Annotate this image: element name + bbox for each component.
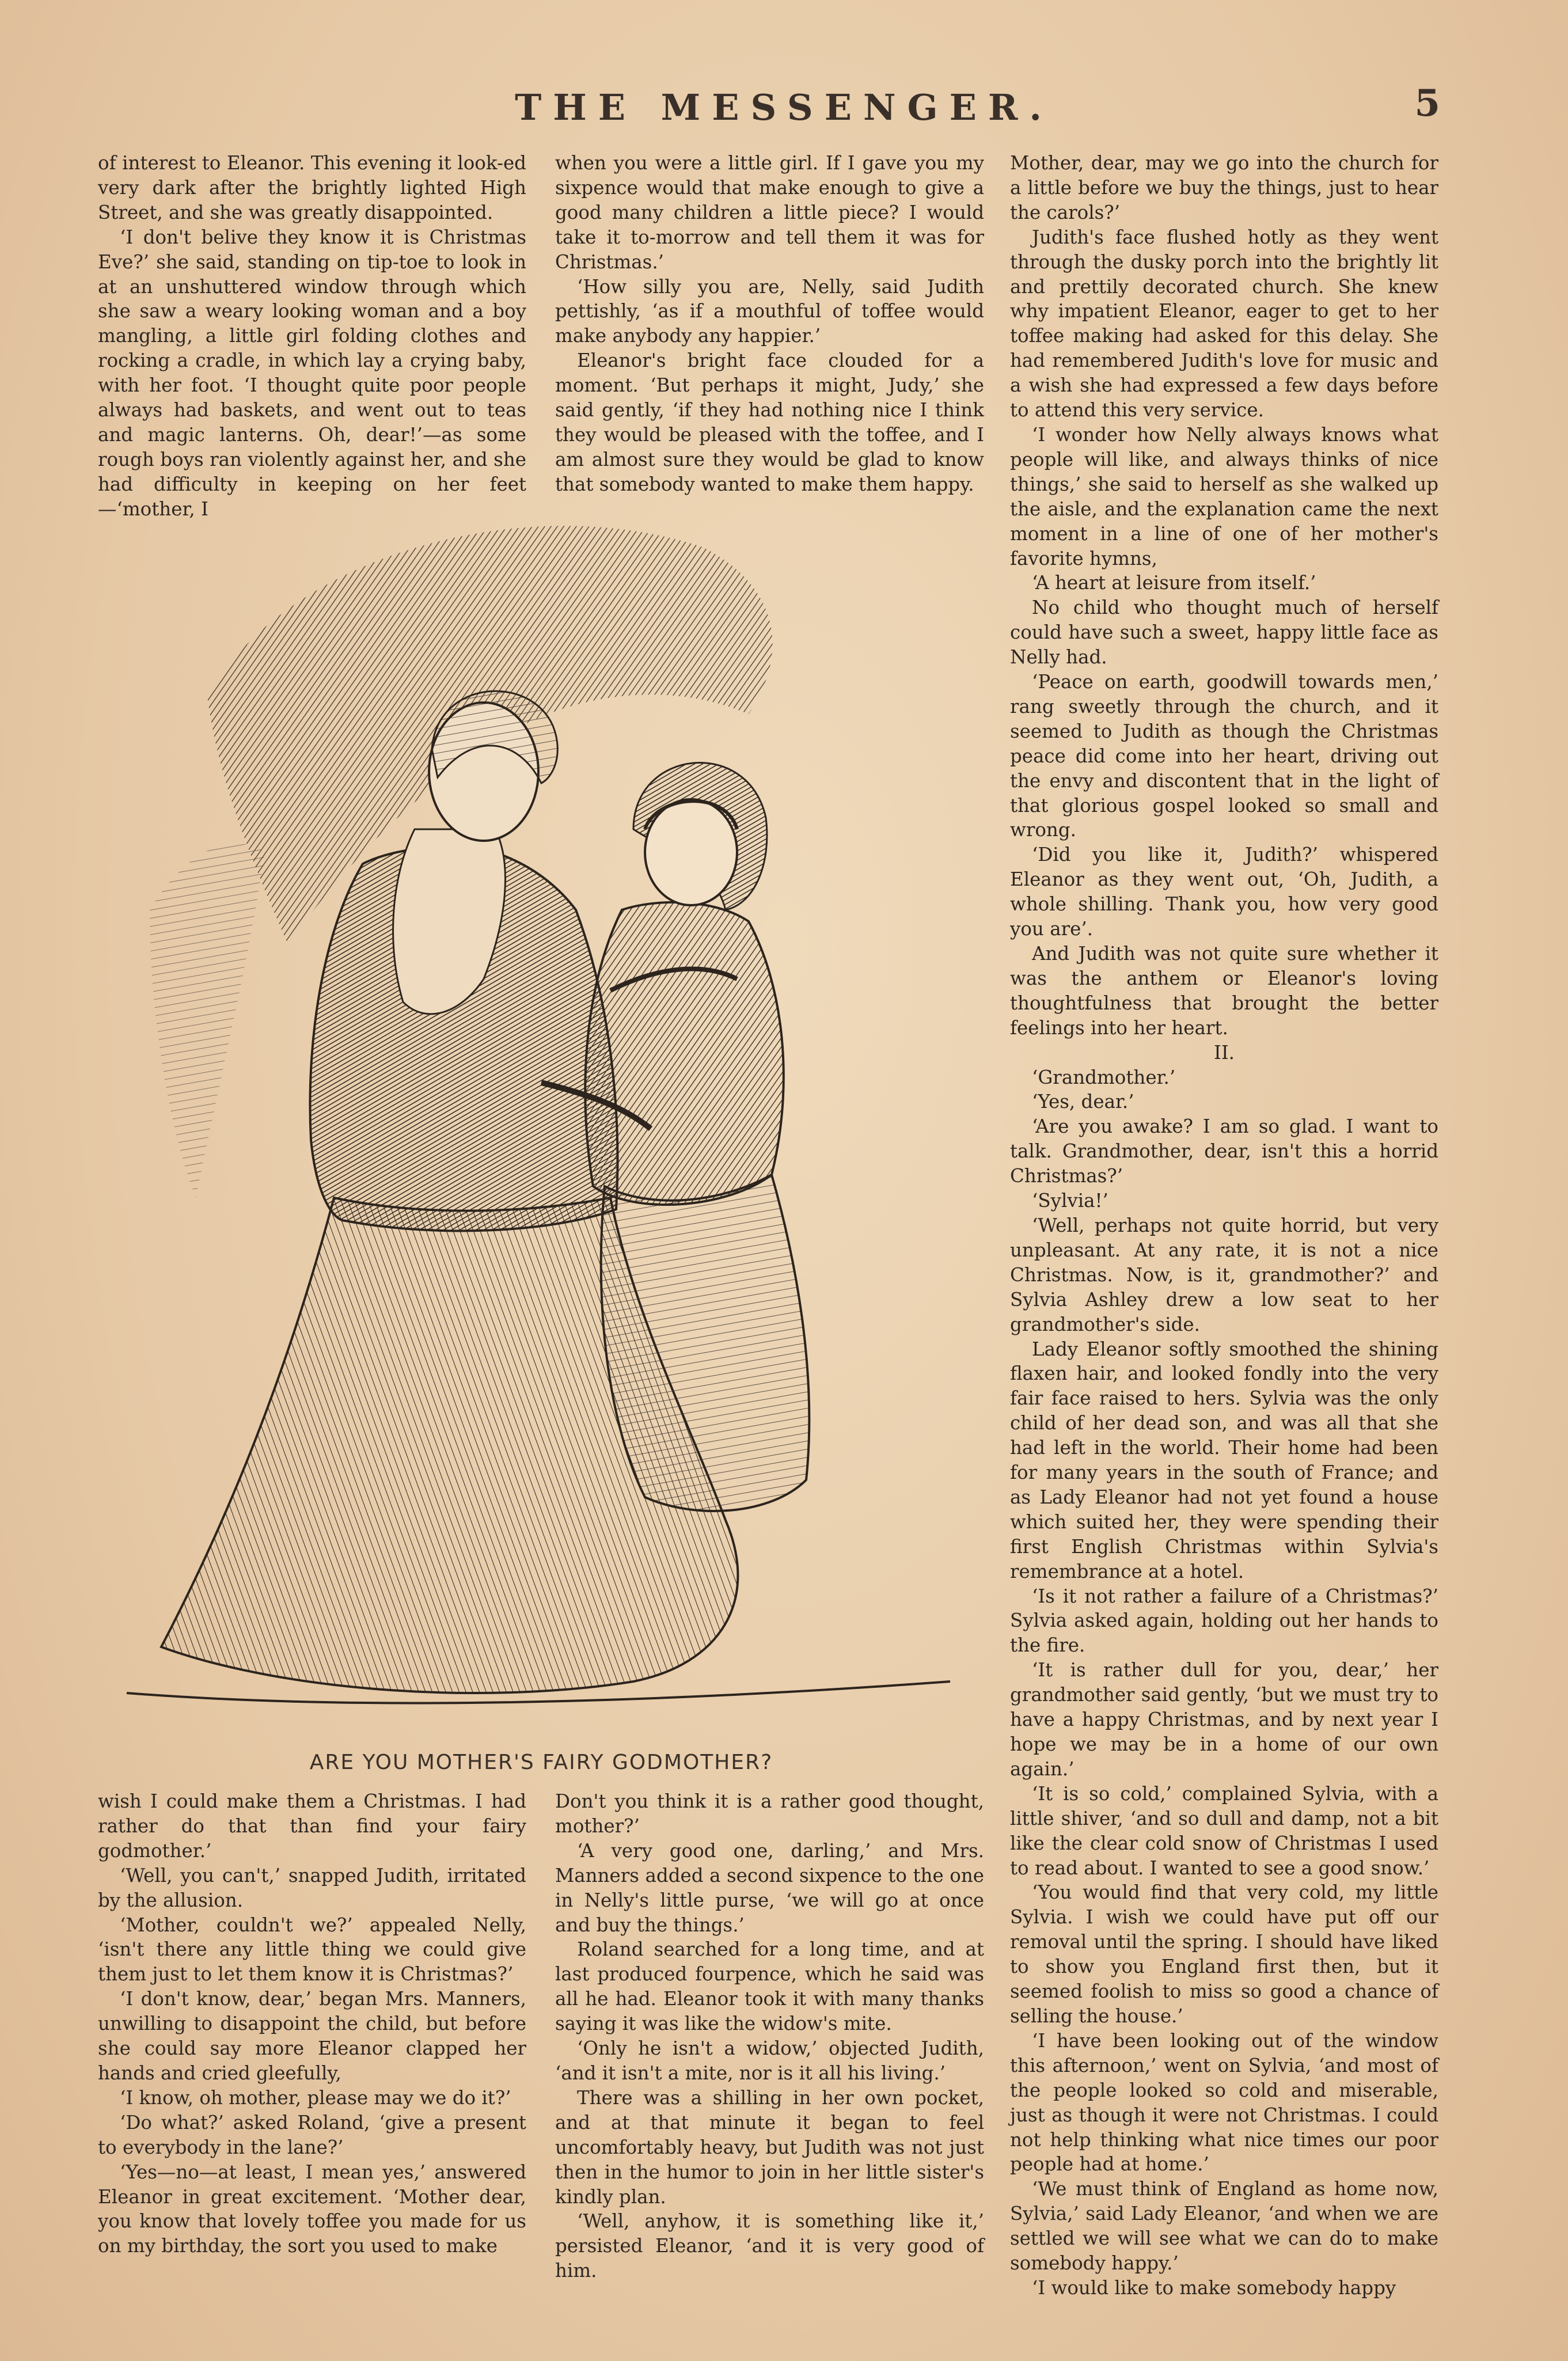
paragraph: Lady Eleanor softly smoothed the shining flaxen hair, and looked fondly into the very fair face raised to hers. Sylvia was the only child of her dead son, and was all that she had left in the world. Their home had been for many years in the south of France; and as Lady Eleanor had not yet found a house which suited her, they were spending their first English Christmas within Sylvia's remembrance at a hotel.: [1010, 1338, 1438, 1582]
paragraph: ‘Yes, dear.’: [1032, 1091, 1134, 1113]
paragraph: ‘I have been looking out of the window this afternoon,’ went on Sylvia, ‘and most of the people looked so cold and miserable, just as though it were not Christmas. I could not help thinking what nice times our poor people had at home.’: [1010, 2029, 1438, 2176]
column-1-top: [98, 151, 526, 522]
paragraph: ‘Mother, couldn't we?’ appealed Nelly, ‘isn't there any little thing we could give them just to let them know it is Christmas?’: [98, 1914, 526, 1986]
paragraph: when you were a little girl. If I gave you my sixpence would that make enough to give a good many children a little piece? I would take it to-morrow and tell them it was for Christmas.’: [555, 152, 984, 273]
paragraph: Mother, dear, may we go into the church for a little before we buy the things, just to hear the carols?’: [1010, 152, 1438, 223]
paragraph: ‘Is it not rather a failure of a Christmas?’ Sylvia asked again, holding out her hands to the fire.: [1010, 1585, 1438, 1657]
section-number: II.: [1213, 1041, 1235, 1064]
masthead-title: THE MESSENGER.: [515, 86, 1053, 128]
paragraph: Eleanor's bright face clouded for a moment. ‘But perhaps it might, Judy,’ she said gently, ‘if they had nothing nice I think they would be pleased with the toffee, and I am almost sure they would be glad to know that somebody wanted to make them happy.: [555, 350, 984, 495]
paragraph: Judith's face flushed hotly as they went through the dusky porch into the brightly lit and prettily decorated church. She knew why impatient Eleanor, eager to get to her toffee making had asked for this delay. She had remembered Judith's love for music and a wish she had expressed a few days before to attend this very service.: [1010, 226, 1438, 422]
column-1-bottom: [98, 1789, 526, 2258]
paragraph: ‘Yes—no—at least, I mean yes,’ answered Eleanor in great excitement. ‘Mother dear, you know that lovely toffee you made for us on my birthday, the sort you used to make: [98, 2161, 526, 2257]
paragraph: There was a shilling in her own pocket, and at that minute it began to feel uncomfortably heavy, but Judith was not just then in the humor to join in her little sister's kindly plan.: [555, 2086, 984, 2208]
page-number: 5: [1414, 82, 1440, 125]
paragraph: of interest to Eleanor. This evening it look-ed very dark after the brightly lighted High Street, and she was greatly disappointed.: [98, 152, 526, 223]
column-2-top: [555, 151, 984, 497]
daughter-cape: [585, 902, 784, 1205]
page-header: [0, 82, 1568, 132]
paragraph: ‘Peace on earth, goodwill towards men,’ rang sweetly through the church, and it seemed to Judith as though the Christmas peace did come into her heart, driving out the envy and discontent that in the light of that glorious gospel looked so small and wrong.: [1010, 671, 1438, 841]
illustration-caption: ARE YOU MOTHER'S FAIRY GODMOTHER?: [309, 1751, 773, 1774]
paragraph: ‘It is so cold,’ complained Sylvia, with a little shiver, ‘and so dull and damp, not a bit like the clear cold snow of Christmas I used to read about. I wanted to see a good snow.’: [1010, 1782, 1438, 1879]
paragraph: No child who thought much of herself could have such a sweet, happy little face as Nelly had.: [1010, 597, 1438, 669]
paragraph: ‘It is rather dull for you, dear,’ her grandmother said gently, ‘but we must try to have a happy Christmas, and by next year I hope we may be in a home of our own again.’: [1010, 1659, 1438, 1780]
paragraph: ‘Did you like it, Judith?’ whispered Eleanor as they went out, ‘Oh, Judith, a whole shilling. Thank you, how very good you are’.: [1010, 844, 1438, 940]
paragraph: ‘Grandmother.’: [1032, 1066, 1176, 1088]
paragraph: ‘I don't know, dear,’ began Mrs. Manners, unwilling to disappoint the child, but before she could say more Eleanor clapped her hands and cried gleefully,: [98, 1988, 526, 2084]
paragraph: ‘A very good one, darling,’ and Mrs. Manners added a second sixpence to the one in Nelly's little purse, ‘we will go at once and buy the things.’: [555, 1839, 984, 1936]
paragraph: ‘We must think of England as home now, Sylvia,’ said Lady Eleanor, ‘and when we are settled we will see what we can do to make somebody happy.’: [1010, 2178, 1438, 2275]
paragraph: ‘Are you awake? I am so glad. I want to talk. Grandmother, dear, isn't this a horrid Christmas?’: [1010, 1115, 1438, 1187]
paragraph: ‘I wonder how Nelly always knows what people will like, and always thinks of nice things,’ she said to herself as she walked up the aisle, and the explanation came the next moment in a line of one of her mother's favorite hymns,: [1010, 423, 1438, 570]
daughter-head: [645, 799, 737, 905]
paragraph: ‘Well, you can't,’ snapped Judith, irritated by the allusion.: [98, 1864, 526, 1911]
paragraph: Roland searched for a long time, and at last produced fourpence, which he said was all he had. Eleanor took it with many thanks saying it was like the widow's mite.: [555, 1938, 984, 2035]
paragraph: And Judith was not quite sure whether it was the anthem or Eleanor's loving thoughtfulness that brought the better feelings into her heart.: [1010, 943, 1438, 1039]
paragraph: ‘Well, perhaps not quite horrid, but very unpleasant. At any rate, it is not a nice Christmas. Now, is it, grandmother?’ and Sylvia Ashley drew a low seat to her grandmother's side.: [1010, 1214, 1438, 1335]
paragraph: ‘Well, anyhow, it is something like it,’ persisted Eleanor, ‘and it is very good of him.: [555, 2210, 984, 2282]
paragraph: ‘I know, oh mother, please may we do it?’: [120, 2086, 511, 2109]
paragraph: ‘Sylvia!’: [1032, 1190, 1108, 1212]
paragraph: ‘You would find that very cold, my little Sylvia. I wish we could have put off our removal until the spring. I should have liked to show you England first then, but it seemed foolish to miss so good a chance of selling the house.’: [1010, 1881, 1438, 2027]
paragraph: ‘I would like to make somebody happy: [1032, 2276, 1396, 2299]
column-2-bottom: [555, 1789, 984, 2283]
paragraph: ‘How silly you are, Nelly, said Judith pettishly, ‘as if a mouthful of toffee would make anybody any happier.’: [555, 275, 984, 347]
paragraph: ‘Only he isn't a widow,’ objected Judith, ‘and it isn't a mite, nor is it all his living.’: [555, 2037, 984, 2084]
paragraph: ‘Do what?’ asked Roland, ‘give a present to everybody in the lane?’: [98, 2111, 526, 2158]
paragraph: ‘I don't belive they know it is Christmas Eve?’ she said, standing on tip-toe to look in at an unshuttered window through which she saw a weary looking woman and a boy mangling, a little girl folding clothes and rocking a cradle, in which lay a crying baby, with her foot. ‘I thought quite poor people always had baskets, and went out to teas and magic lanterns. Oh, dear!’—as some rough boys ran violently against her, and she had difficulty in keeping on her feet—‘mother, I: [98, 226, 526, 520]
paragraph: wish I could make them a Christmas. I had rather do that than find your fairy godmother.’: [98, 1790, 526, 1862]
illustration-mother-and-daughter: [115, 507, 985, 1722]
paragraph: Don't you think it is a rather good thought, mother?’: [555, 1790, 984, 1837]
paragraph: ‘A heart at leisure from itself.’: [1032, 572, 1316, 594]
column-3: [1010, 151, 1438, 2301]
